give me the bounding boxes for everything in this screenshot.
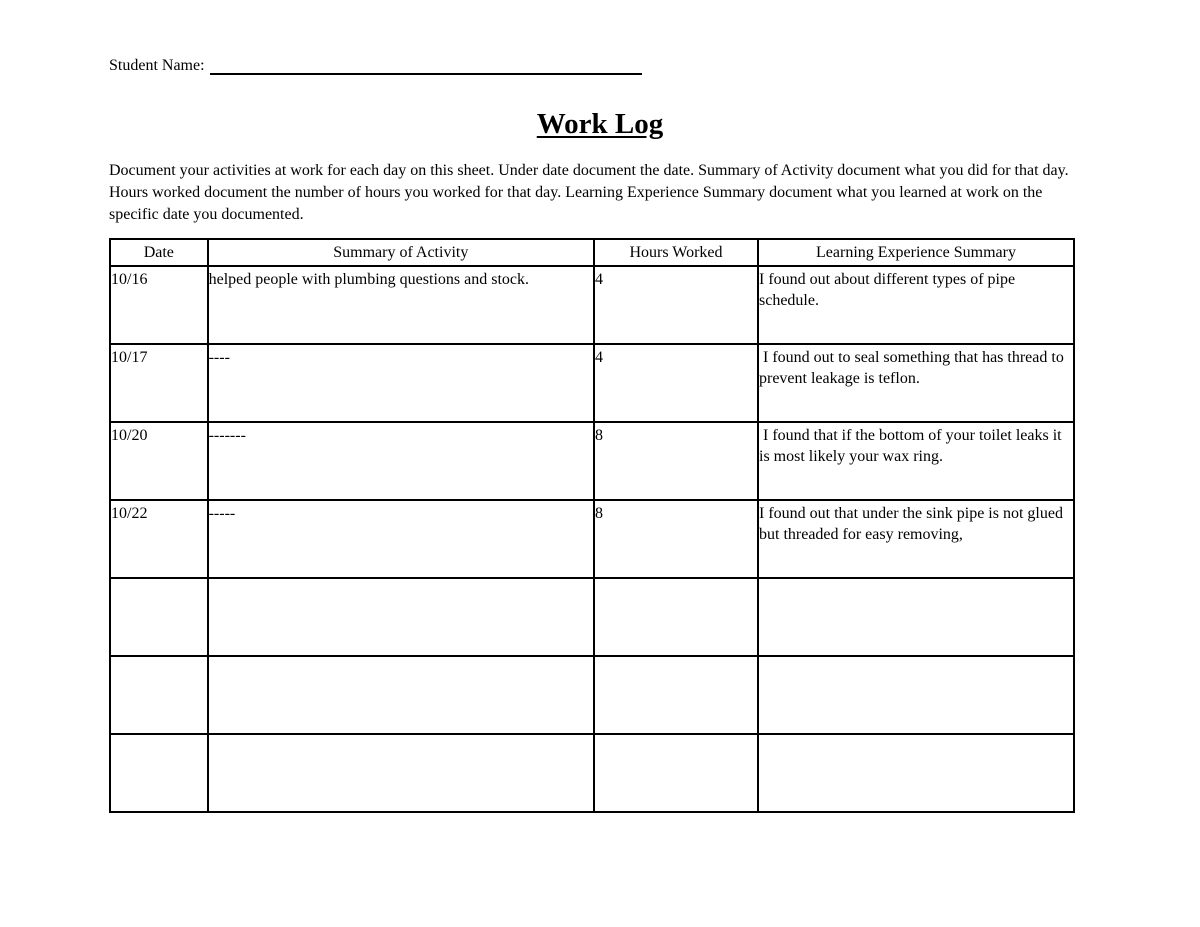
table-row [110,344,1074,422]
date-cell[interactable]: 10/16 [110,266,208,344]
instructions-paragraph: Document your activities at work for each day on this sheet. Under date document the date. Summary of Activity document what you did for that day. Hours worked document the number of hours you worked for that day. Learning Experience Summary document what you learned at work on the specific date you documented. [109,162,1069,223]
summary-cell[interactable]: ---- [208,344,594,422]
hours-cell[interactable]: 8 [594,422,758,500]
table-row [110,266,1074,344]
learning-cell[interactable] [758,734,1074,812]
header-date: Date [110,239,208,266]
student-name-label: Student Name: [109,57,205,74]
table-row [110,734,1074,812]
learning-cell[interactable] [758,656,1074,734]
table-row [110,656,1074,734]
learning-cell[interactable] [758,578,1074,656]
learning-cell[interactable]: I found out about different types of pipe schedule. [758,266,1074,344]
learning-cell[interactable]: I found that if the bottom of your toilet leaks it is most likely your wax ring. [758,422,1074,500]
table-row [110,500,1074,578]
date-cell[interactable]: 10/17 [110,344,208,422]
summary-cell[interactable]: helped people with plumbing questions and stock. [208,266,594,344]
summary-cell[interactable] [208,578,594,656]
table-row [110,578,1074,656]
header-learning-experience-summary: Learning Experience Summary [758,239,1074,266]
hours-cell[interactable] [594,578,758,656]
hours-cell[interactable] [594,656,758,734]
summary-cell[interactable]: ------- [208,422,594,500]
date-cell[interactable] [110,656,208,734]
table-row [110,422,1074,500]
hours-cell[interactable]: 4 [594,266,758,344]
table-header-row [110,239,1074,266]
page-title: Work Log [536,108,664,140]
date-cell[interactable] [110,734,208,812]
summary-cell[interactable] [208,734,594,812]
hours-cell[interactable]: 4 [594,344,758,422]
hours-cell[interactable]: 8 [594,500,758,578]
summary-cell[interactable]: ----- [208,500,594,578]
summary-cell[interactable] [208,656,594,734]
header-hours-worked: Hours Worked [594,239,758,266]
date-cell[interactable]: 10/22 [110,500,208,578]
header-summary-of-activity: Summary of Activity [208,239,594,266]
learning-cell[interactable]: I found out to seal something that has thread to prevent leakage is teflon. [758,344,1074,422]
date-cell[interactable] [110,578,208,656]
student-name-line [109,55,642,75]
work-log-table [109,238,1075,813]
student-name-blank[interactable] [210,55,642,75]
date-cell[interactable]: 10/20 [110,422,208,500]
learning-cell[interactable]: I found out that under the sink pipe is not glued but threaded for easy removing, [758,500,1074,578]
hours-cell[interactable] [594,734,758,812]
